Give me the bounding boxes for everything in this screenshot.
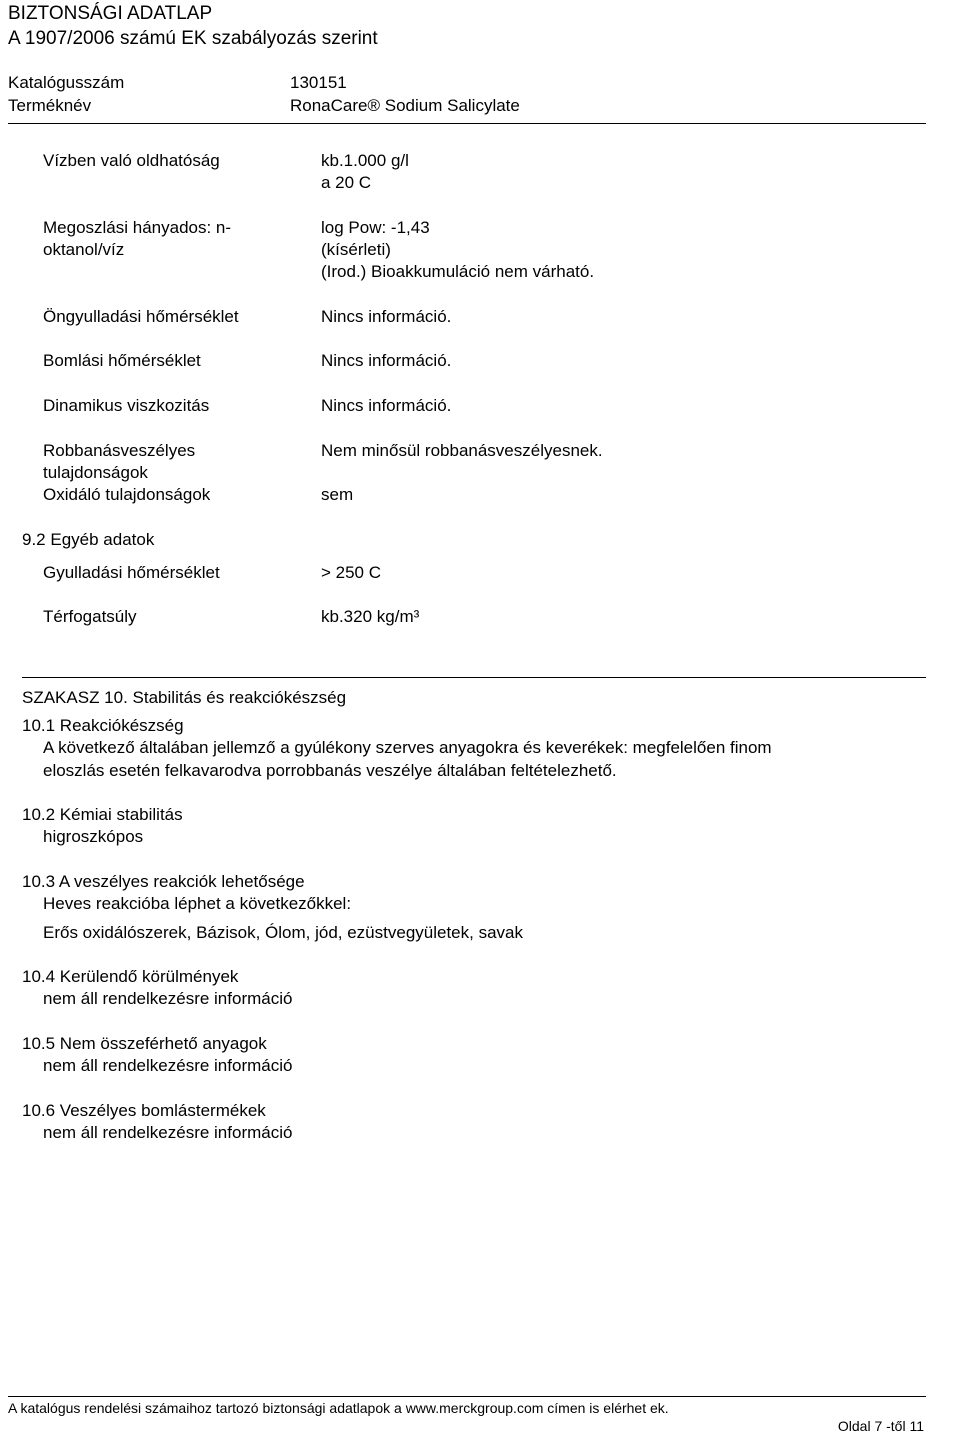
footer-note: A katalógus rendelési számaihoz tartozó biztonsági adatlapok a www.merckgroup.com címen is elérhet ek.: [8, 1400, 669, 1416]
property-value: Nincs információ.: [321, 396, 452, 415]
page-number: Oldal 7 -től 11: [837, 1418, 924, 1434]
paragraph-line: Heves reakcióba léphet a következőkkel:: [43, 894, 352, 913]
property-label: tulajdonságok: [43, 463, 148, 482]
paragraph-line: A következő általában jellemző a gyúlékony szerves anyagokra és keverékek: megfelelően finom: [43, 738, 772, 757]
property-label: Gyulladási hőmérséklet: [43, 563, 220, 582]
property-value: kb.320 kg/m³: [321, 607, 420, 626]
document-title: BIZTONSÁGI ADATLAP: [8, 3, 213, 24]
regulation-line: A 1907/2006 számú EK szabályozás szerint: [8, 28, 378, 49]
section-divider: [22, 677, 926, 678]
property-label: Megoszlási hányados: n-: [43, 218, 232, 237]
paragraph-line: nem áll rendelkezésre információ: [43, 1123, 293, 1142]
property-value: sem: [321, 485, 354, 504]
property-label: Oxidáló tulajdonságok: [43, 485, 211, 504]
catalog-label: Katalógusszám: [8, 73, 125, 92]
subsection-heading: 10.4 Kerülendő körülmények: [22, 967, 239, 986]
property-value: a 20 C: [321, 173, 372, 192]
footer-divider: [8, 1396, 926, 1397]
subsection-heading: 10.3 A veszélyes reakciók lehetősége: [22, 872, 305, 891]
property-value: kb.1.000 g/l: [321, 151, 409, 170]
subsection-heading: 9.2 Egyéb adatok: [22, 530, 155, 549]
property-label: Vízben való oldhatóság: [43, 151, 220, 170]
paragraph-line: eloszlás esetén felkavarodva porrobbanás veszélye általában feltételezhető.: [43, 761, 617, 780]
subsection-heading: 10.2 Kémiai stabilitás: [22, 805, 183, 824]
subsection-heading: 10.6 Veszélyes bomlástermékek: [22, 1101, 266, 1120]
product-name: RonaCare® Sodium Salicylate: [290, 96, 520, 115]
paragraph-line: nem áll rendelkezésre információ: [43, 1056, 293, 1075]
section-title: SZAKASZ 10. Stabilitás és reakciókészség: [22, 688, 347, 707]
subsection-heading: 10.5 Nem összeférhető anyagok: [22, 1034, 267, 1053]
property-value: Nem minősül robbanásveszélyesnek.: [321, 441, 603, 460]
product-label: Terméknév: [8, 96, 92, 115]
property-label: Robbanásveszélyes: [43, 441, 196, 460]
subsection-heading: 10.1 Reakciókészség: [22, 716, 184, 735]
property-value: (kísérleti): [321, 240, 391, 259]
property-value: Nincs információ.: [321, 351, 452, 370]
property-label: Térfogatsúly: [43, 607, 137, 626]
header-divider: [8, 123, 926, 124]
property-label: oktanol/víz: [43, 240, 125, 259]
property-label: Dinamikus viszkozitás: [43, 396, 210, 415]
catalog-number: 130151: [290, 73, 347, 92]
paragraph-line: Erős oxidálószerek, Bázisok, Ólom, jód, ezüstvegyületek, savak: [43, 923, 523, 942]
paragraph-line: higroszkópos: [43, 827, 144, 846]
property-value: > 250 C: [321, 563, 382, 582]
property-label: Bomlási hőmérséklet: [43, 351, 201, 370]
property-value: Nincs információ.: [321, 307, 452, 326]
property-value: log Pow: -1,43: [321, 218, 430, 237]
property-label: Öngyulladási hőmérséklet: [43, 307, 239, 326]
paragraph-line: nem áll rendelkezésre információ: [43, 989, 293, 1008]
property-value: (Irod.) Bioakkumuláció nem várható.: [321, 262, 595, 281]
